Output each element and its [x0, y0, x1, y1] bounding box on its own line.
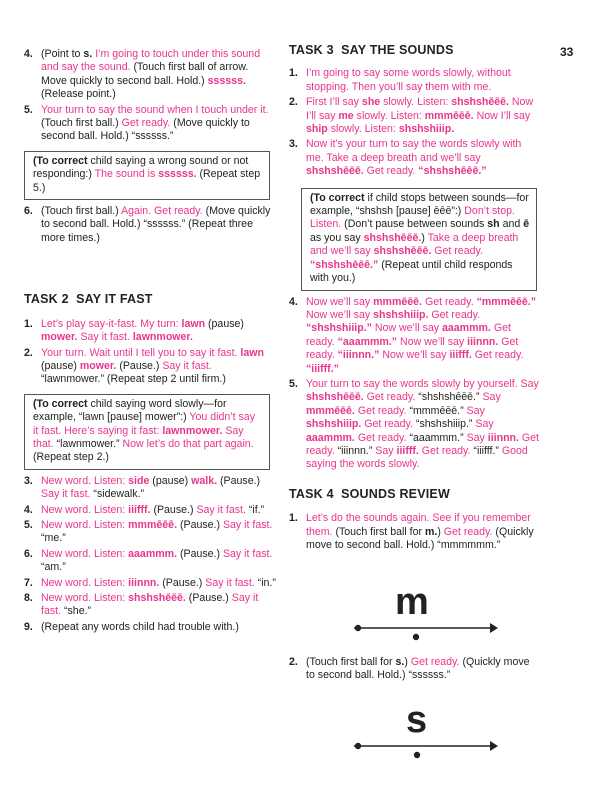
page-number: 33: [560, 45, 574, 59]
task3-step-2: 2. First I’ll say she slowly. Listen: shshshēēē. Now I’ll say me slowly. Listen: mmmēēē. Now I’ll say ship slowly. Listen: shshshiiip.: [289, 96, 534, 136]
task2-step-5: 5. New word. Listen: mmmēēē. (Pause.) Say it fast. “me.”: [24, 518, 273, 545]
arrow-line-s: [350, 700, 500, 760]
task-2-heading: TASK 2 SAY IT FAST: [24, 292, 153, 307]
step-6: 6. (Touch first ball.) Again. Get ready. (Move quickly to second ball. Hold.) “ssssss.” (Repeat three more times.): [24, 205, 271, 244]
correction-box-1: (To correct child saying a wrong sound or not responding:) The sound is ssssss. (Repeat step 5.): [24, 151, 270, 200]
letter-s: s: [406, 699, 428, 741]
sound-arrow-m: [350, 582, 500, 642]
right-column: [289, 44, 541, 554]
second-ball-s: [414, 752, 420, 758]
task4-step-1: 1. Let’s do the sounds again. See if you remember them. (Touch first ball for m.) Get ready. (Quickly move to second ball. Hold.) “mmmmmm.”: [289, 512, 534, 551]
step-5: 5. Your turn to say the sound when I touch under it. (Touch first ball.) Get ready. (Move quickly to second ball. Hold.) “ssssss.”: [24, 103, 269, 143]
task3-step-1: 1. I’m going to say some words slowly, without stopping. Then you’ll say them with me.: [289, 67, 511, 93]
arrow-line-m: [350, 582, 500, 642]
task4-step-2-wrap: [289, 656, 541, 685]
task3-step-4: 4. Now we’ll say mmmēēē. Get ready. “mmmēēē.” Now we’ll say shshshiiip. Get ready. “shshshiiip.” Now we’ll say aaammm. Get ready. “aaammm.” Now we’ll say iiinnn. Get ready. “iiinnn.” Now we’ll say iiifff. Get ready. “iiifff.”: [289, 295, 537, 375]
task2-step-2: 2. Your turn. Wait until I tell you to say it fast. lawn (pause) mower. (Pause.) Say it fast. “lawnmower.” (Repeat step 2 until firm.): [24, 346, 264, 386]
task2-step-6: 6. New word. Listen: aaammm. (Pause.) Say it fast. “am.”: [24, 547, 273, 574]
task2-step-9: 9. (Repeat any words child had trouble with.): [24, 620, 239, 633]
sound-arrow-s: [350, 700, 500, 760]
task3-step-5: 5. Your turn to say the words slowly by yourself. Say shshshēēē. Get ready. “shshshēēē.” Say mmmēēē. Get ready. “mmmēēē.” Say shshshiiip. Get ready. “shshshiiip.” Say aaammm. Get ready. “aaammm.” Say iiinnn. Get ready. “iiinnn.” Say iiifff. Get ready. “iiifff.” Good saying the words slowly.: [289, 377, 539, 471]
task3-step-3: 3. Now it’s your turn to say the words slowly with me. Take a deep breath and we’ll say shshshēēē. Get ready. “shshshēēē.”: [289, 138, 522, 178]
task2-step-8: 8. New word. Listen: shshshēēē. (Pause.) Say it fast. “she.”: [24, 592, 259, 618]
task4-step-2: 2. (Touch first ball for s.) Get ready. (Quickly move to second ball. Hold.) “ssssss.”: [289, 656, 530, 682]
correction-box-2: (To correct child saying word slowly—for example, “lawn [pause] mower”:) You didn’t say it fast. Here’s saying it fast: lawnmower. Say that. “lawnmower.” Now let’s do that part again. (Repeat step 2.): [24, 394, 270, 470]
task2-step-1: 1. Let’s play say-it-fast. My turn: lawn (pause) mower. Say it fast. lawnmower.: [24, 317, 244, 344]
task2-step-3: 3. New word. Listen: side (pause) walk. (Pause.) Say it fast. “sidewalk.”: [24, 474, 261, 501]
correction-box-3: (To correct if child stops between sounds—for example, “shshsh [pause] ēēē”:) Don’t stop. Listen. (Don’t pause between sounds sh and ē as you say shshshēēē.) Take a deep breath and we’ll say shshshēēē. Get ready. “shshshēēē.” (Repeat until child responds with you.): [301, 188, 537, 291]
step-4: 4. (Point to s. I’m going to touch under this sound and say the sound. (Touch first ball of arrow. Move quickly to second ball. Hold.) ssssss. (Release point.): [24, 48, 261, 101]
task2-step-7: 7. New word. Listen: iiinnn. (Pause.) Say it fast. “in.”: [24, 576, 276, 589]
letter-m: m: [395, 581, 429, 623]
task2-step-4: 4. New word. Listen: iiifff. (Pause.) Say it fast. “if.”: [24, 503, 265, 516]
task-4-heading: TASK 4 SOUNDS REVIEW: [289, 486, 450, 501]
left-column: [24, 48, 276, 636]
second-ball-m: [413, 634, 419, 640]
first-ball-m: [355, 625, 361, 631]
task-3-heading: TASK 3 SAY THE SOUNDS: [289, 43, 454, 57]
first-ball-s: [355, 743, 361, 749]
